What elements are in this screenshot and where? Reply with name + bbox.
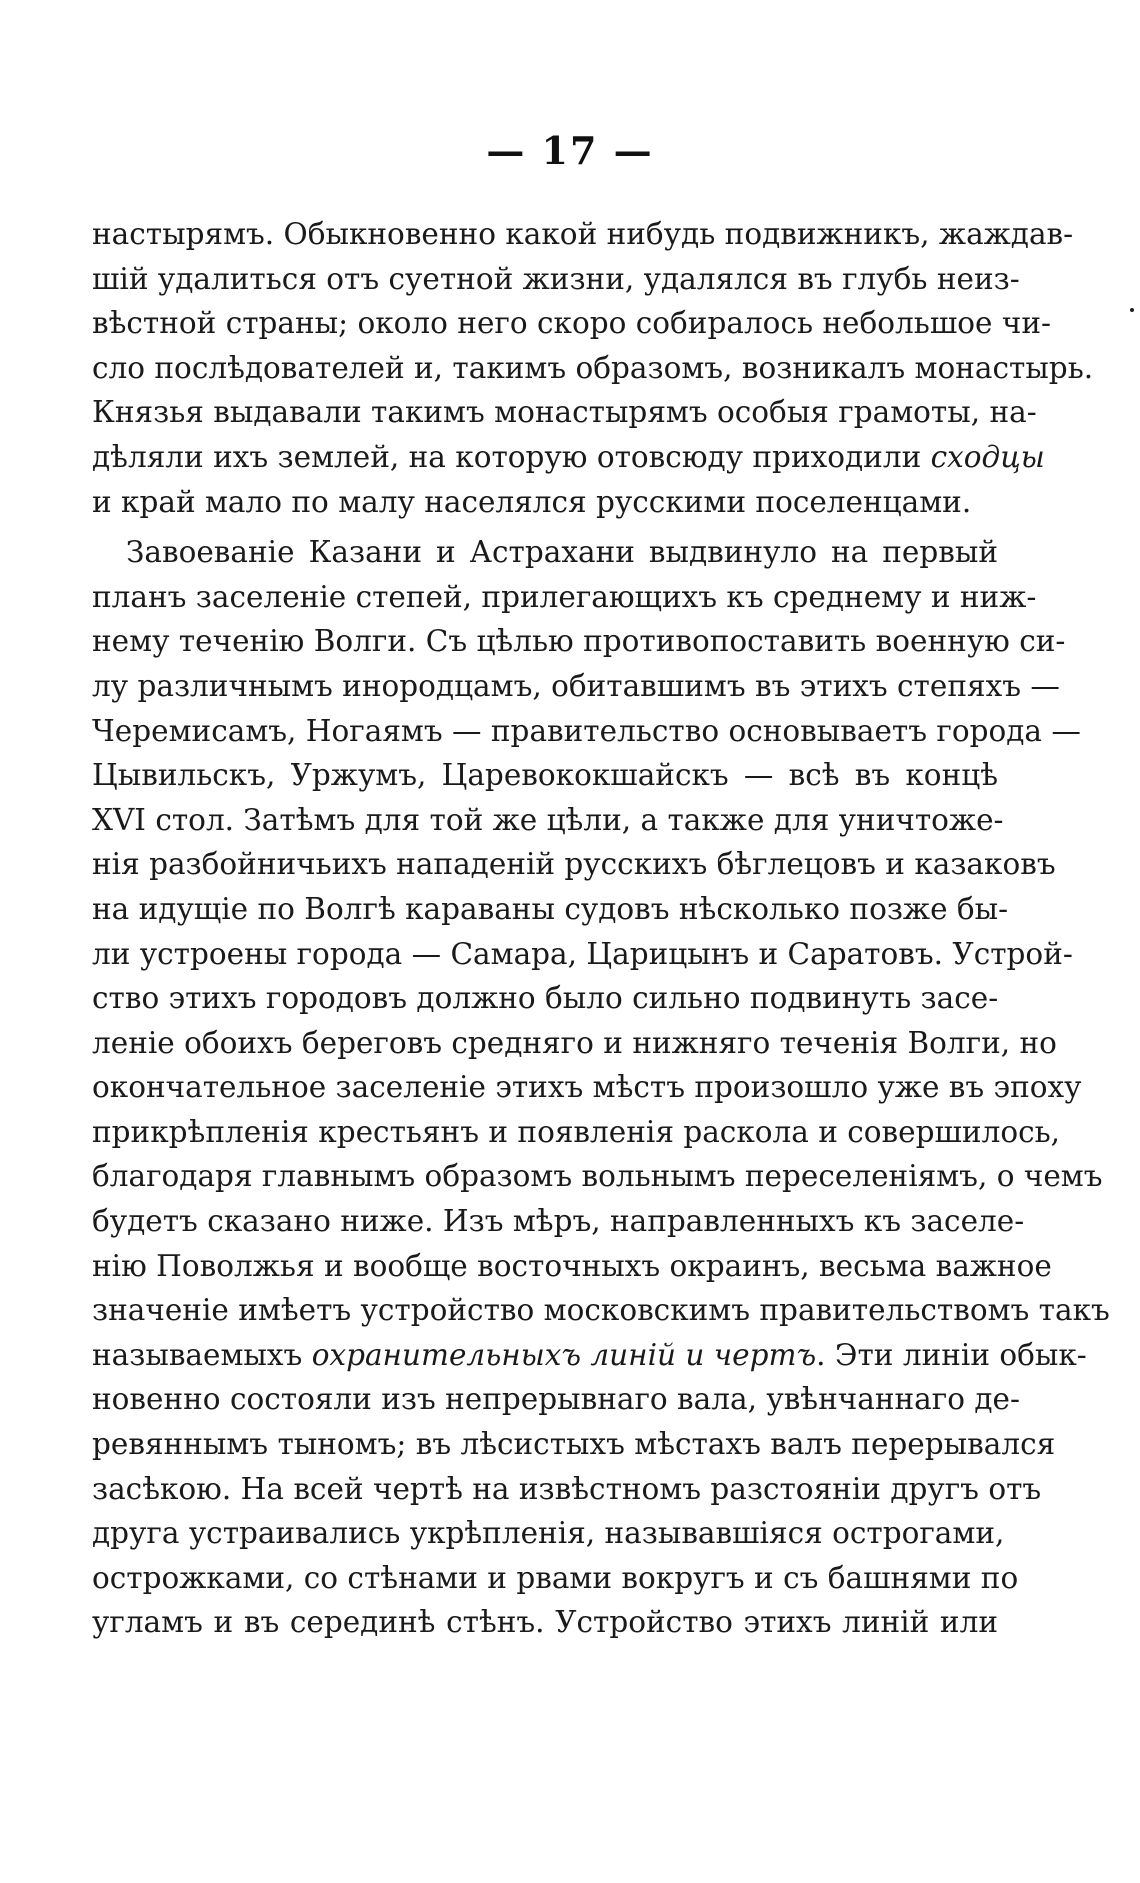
paragraph-2 [92, 530, 1110, 1645]
text-line: острожками, со стѣнами и рвами вокругъ и съ башнями по [92, 1560, 1019, 1595]
text-line-lead: дѣляли ихъ землей, на которую отовсюду приходили [92, 439, 931, 474]
text-line: Завоеваніе Казани и Астрахани выдвинуло на первый [126, 535, 998, 570]
text-line: прикрѣпленія крестьянъ и появленія раскола и совершилось, [92, 1114, 1061, 1149]
text-line: Цывильскъ, Уржумъ, Царевококшайскъ — всѣ въ концѣ [92, 758, 998, 793]
text-line: сло послѣдователей и, такимъ образомъ, возникалъ монастырь. [92, 350, 1094, 385]
text-line: угламъ и въ серединѣ стѣнъ. Устройство этихъ линій или [92, 1605, 998, 1640]
paragraph-1 [92, 212, 1094, 524]
text-line: леніе обоихъ береговъ средняго и нижняго теченія Волги, но [92, 1025, 1057, 1060]
body-text [92, 212, 1110, 1645]
text-line: нію Поволжья и вообще восточныхъ окраинъ, весьма важное [92, 1248, 1052, 1283]
text-line: и край мало по малу населялся русскими поселенцами. [92, 484, 972, 519]
text-line: ство этихъ городовъ должно было сильно подвинуть засе- [92, 981, 999, 1016]
text-line: на идущіе по Волгѣ караваны судовъ нѣсколько позже бы- [92, 891, 1009, 926]
text-line: ли устроены города — Самара, Царицынъ и Саратовъ. Устрой- [92, 936, 1073, 971]
text-line-lead: называемыхъ [92, 1337, 312, 1372]
text-line [92, 435, 1045, 480]
text-line: нему теченію Волги. Съ цѣлью противопоставить военную си- [92, 624, 1066, 659]
text-line: Черемисамъ, Ногаямъ — правительство основываетъ города — [92, 713, 1081, 748]
text-line: окончательное заселеніе этихъ мѣстъ произошло уже въ эпоху [92, 1070, 1082, 1105]
italic-term: сходцы [930, 439, 1045, 474]
text-line: значеніе имѣетъ устройство московскимъ правительствомъ такъ [92, 1293, 1110, 1328]
text-line: XVI стол. Затѣмъ для той же цѣли, а также для уничтоже- [92, 802, 1004, 837]
ink-speck [1130, 308, 1134, 312]
text-line: будетъ сказано ниже. Изъ мѣръ, направленныхъ къ заселе- [92, 1204, 1025, 1239]
text-line: вѣстной страны; около него скоро собиралось небольшое чи- [92, 306, 1051, 341]
text-line: нія разбойничьихъ нападеній русскихъ бѣглецовъ и казаковъ [92, 847, 1056, 882]
text-line: шій удалиться отъ суетной жизни, удалялся въ глубь неиз- [92, 261, 1020, 296]
text-line: планъ заселеніе степей, прилегающихъ къ среднему и ниж- [92, 579, 1037, 614]
text-line: благодаря главнымъ образомъ вольнымъ переселеніямъ, о чемъ [92, 1159, 1103, 1194]
italic-term: охранительныхъ линій и чертъ [311, 1337, 817, 1372]
page-number: — 17 — [486, 128, 654, 173]
text-line: лу различнымъ инородцамъ, обитавшимъ въ этихъ степяхъ — [92, 668, 1060, 703]
text-line: Князья выдавали такимъ монастырямъ особыя грамоты, на- [92, 395, 1037, 430]
text-line: новенно состояли изъ непрерывнаго вала, увѣнчаннаго де- [92, 1382, 1020, 1417]
text-line-tail: . Эти линіи обык- [816, 1337, 1087, 1372]
text-line: засѣкою. На всей чертѣ на извѣстномъ разстояніи другъ отъ [92, 1471, 1042, 1506]
text-line: настырямъ. Обыкновенно какой нибудь подвижникъ, жаждав- [92, 217, 1074, 251]
text-line [92, 1333, 1087, 1378]
text-line: ревяннымъ тыномъ; въ лѣсистыхъ мѣстахъ валъ перерывался [92, 1427, 1056, 1462]
text-line: друга устраивались укрѣпленія, называвшіяся острогами, [92, 1516, 1005, 1551]
